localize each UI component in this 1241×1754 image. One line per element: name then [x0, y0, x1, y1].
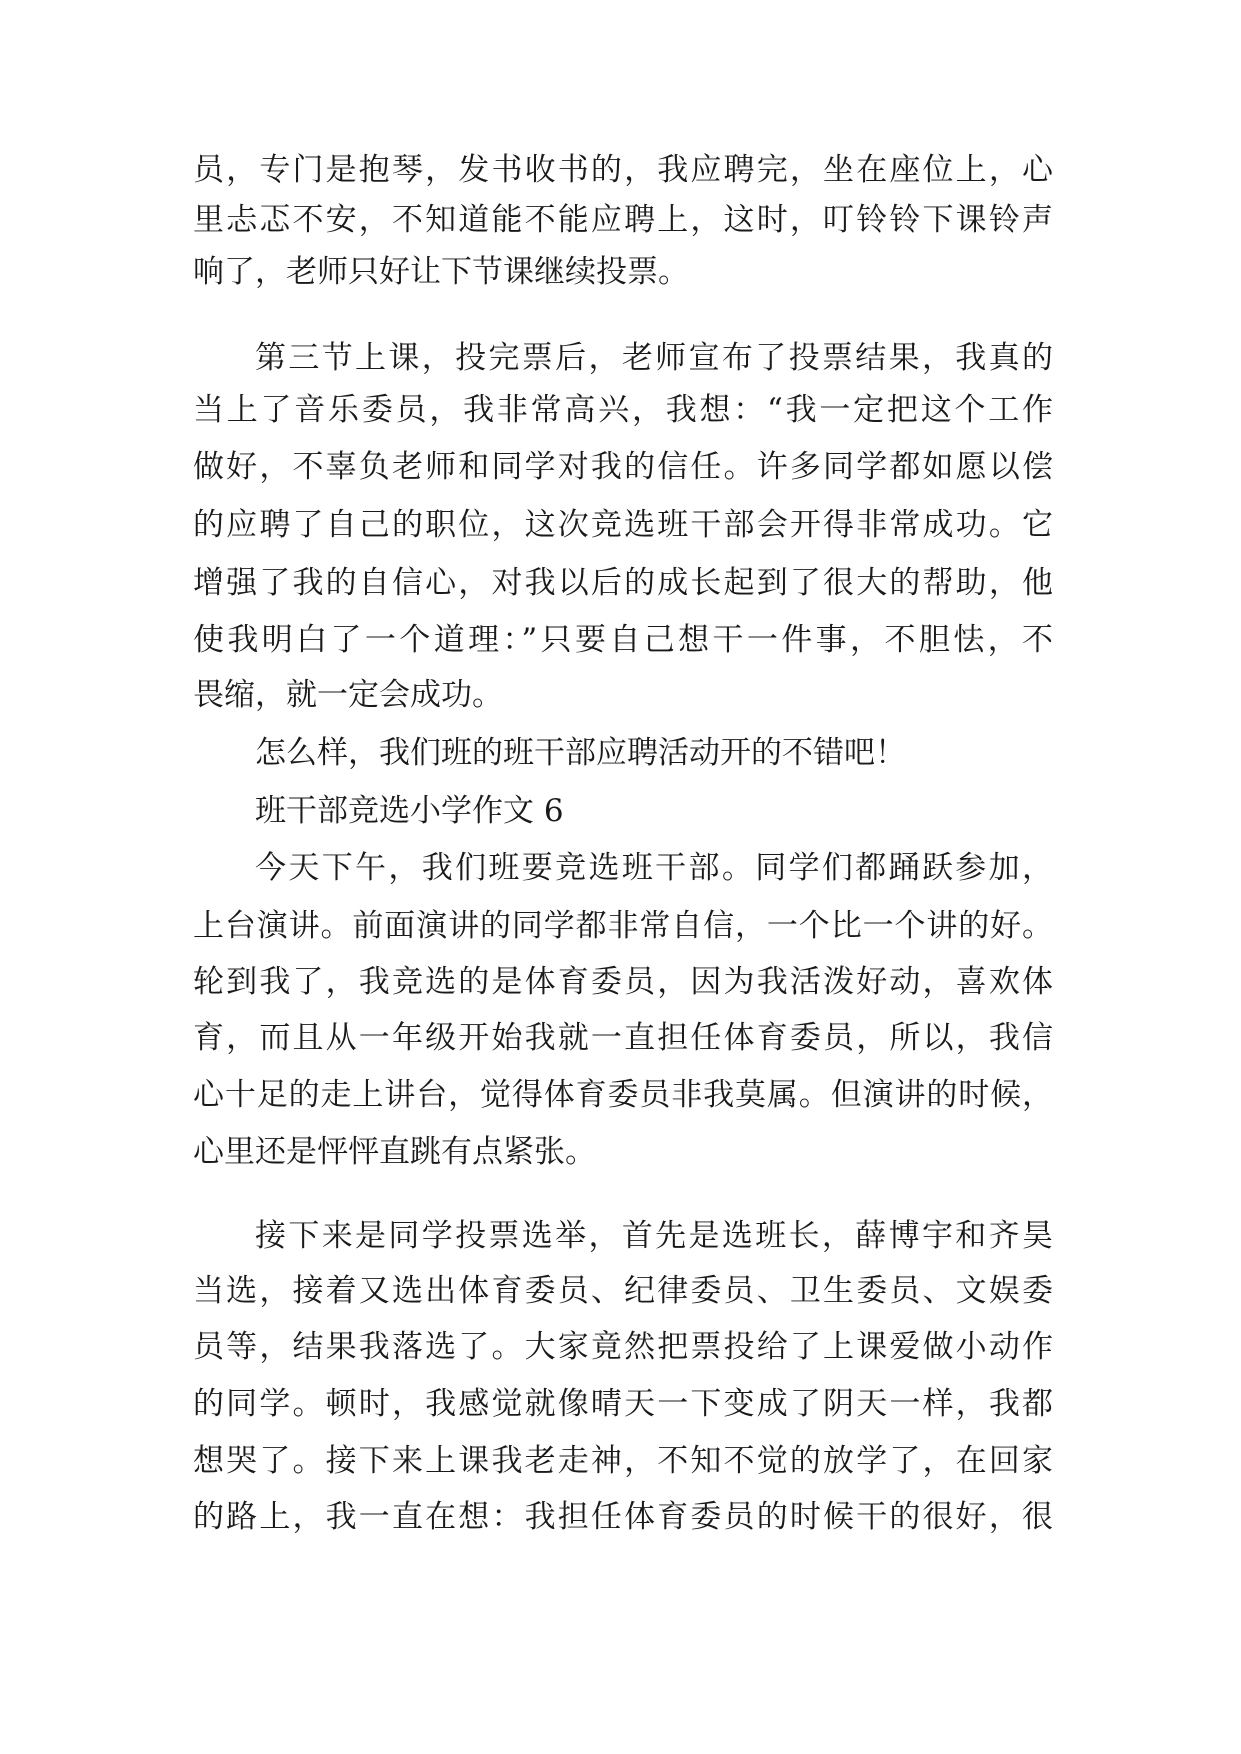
paragraph-line: 当上了音乐委员，我非常高兴，我想：“我一定把这个工作	[193, 392, 1053, 428]
paragraph-line: 怎么样，我们班的班干部应聘活动开的不错吧！	[255, 735, 906, 771]
paragraph-line: 育，而且从一年级开始我就一直担任体育委员，所以，我信	[193, 1020, 1053, 1056]
paragraph-line: 的同学。顿时，我感觉就像晴天一下变成了阴天一样，我都	[193, 1386, 1053, 1422]
paragraph-line: 里忐忑不安，不知道能不能应聘上，这时，叮铃铃下课铃声	[193, 202, 1053, 238]
paragraph-line: 上台演讲。前面演讲的同学都非常自信，一个比一个讲的好。	[193, 908, 1053, 944]
paragraph-line: 员等，结果我落选了。大家竟然把票投给了上课爱做小动作	[193, 1329, 1053, 1365]
paragraph-line: 想哭了。接下来上课我老走神，不知不觉的放学了，在回家	[193, 1443, 1053, 1479]
paragraph-line: 增强了我的自信心，对我以后的成长起到了很大的帮助，他	[193, 565, 1053, 601]
section-title: 班干部竞选小学作文 6	[255, 793, 564, 829]
paragraph-line: 使我明白了一个道理：”只要自己想干一件事，不胆怯，不	[193, 622, 1053, 658]
paragraph-line: 响了，老师只好让下节课继续投票。	[193, 254, 689, 290]
paragraph-line: 心十足的走上讲台，觉得体育委员非我莫属。但演讲的时候，	[193, 1077, 1053, 1113]
paragraph-line: 的应聘了自己的职位，这次竞选班干部会开得非常成功。它	[193, 507, 1053, 543]
paragraph-line: 接下来是同学投票选举，首先是选班长，薛博宇和齐昊	[255, 1218, 1053, 1254]
paragraph-line: 做好，不辜负老师和同学对我的信任。许多同学都如愿以偿	[193, 449, 1053, 485]
paragraph-line: 的路上，我一直在想：我担任体育委员的时候干的很好，很	[193, 1499, 1053, 1535]
paragraph-line: 心里还是怦怦直跳有点紧张。	[193, 1134, 596, 1170]
paragraph-line: 员，专门是抱琴，发书收书的，我应聘完，坐在座位上，心	[193, 152, 1053, 188]
paragraph-line: 畏缩，就一定会成功。	[193, 677, 503, 713]
paragraph-line: 轮到我了，我竞选的是体育委员，因为我活泼好动，喜欢体	[193, 964, 1053, 1000]
paragraph-line: 今天下午，我们班要竞选班干部。同学们都踊跃参加，	[255, 850, 1053, 886]
paragraph-line: 当选，接着又选出体育委员、纪律委员、卫生委员、文娱委	[193, 1273, 1053, 1309]
paragraph-line: 第三节上课，投完票后，老师宣布了投票结果，我真的	[255, 340, 1053, 376]
